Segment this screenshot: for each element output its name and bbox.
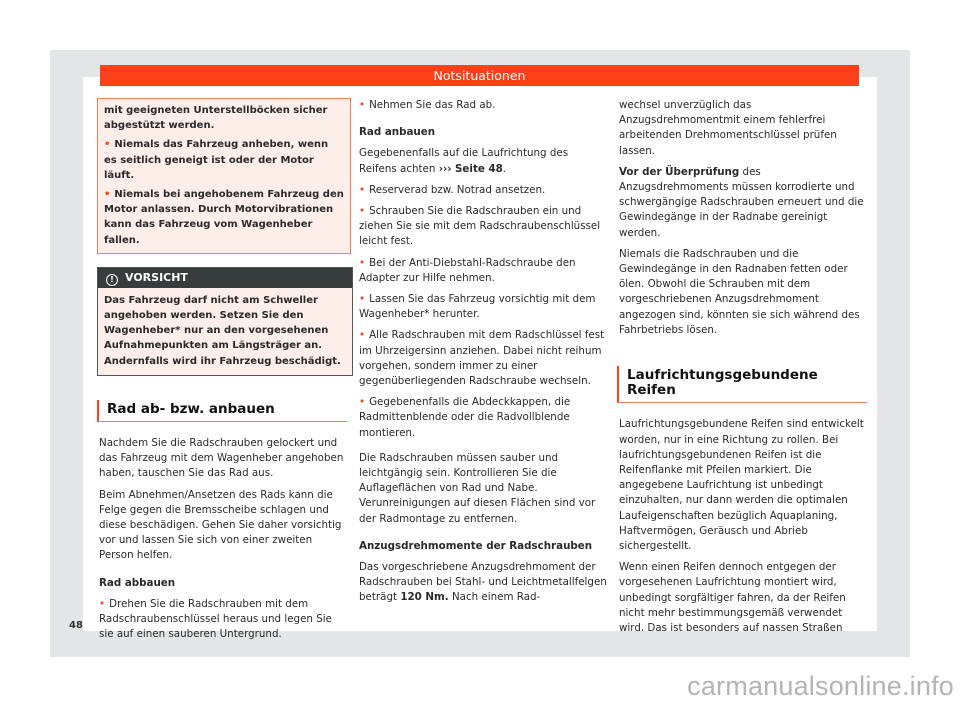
caution-header bbox=[98, 268, 352, 288]
paragraph: Wenn einen Reifen dennoch entgegen der vorgesehenen Laufrichtung montiert wird, unbedingt sorgfältiger fahren, da der Reifen nicht mehr bestimmungsgemäß verwendet wird. Das ist besonders auf nassen Straßen bbox=[619, 561, 846, 635]
watermark: carmanualsonline.info bbox=[687, 671, 954, 701]
warning-box bbox=[97, 98, 351, 254]
paragraph: Laufrichtungsgebundene Reifen sind entwickelt worden, nur in eine Richtung zu rollen. Bei laufrichtungsgebundenen Reifen ist die Reifenflanke mit Pfeilen markiert. Die angegebene Laufrichtung ist unbedingt einzuhalten, nur dann werden die optimalen Laufeigenschaften bezüglich Aquaplaning, Haftvermögen, Geräusch und Abrieb sichergestellt. bbox=[619, 418, 864, 553]
paragraph-text: Das vorgeschriebene Anzugsdrehmoment der Radschrauben bei Stahl- und Leichtmetallfelgen beträgt bbox=[359, 561, 607, 604]
warning-bullet: • Niemals bei angehobenem Fahrzeug den Motor anlassen. Durch Motorvibrationen kann das Fahrzeug vom Wagenheber fallen. bbox=[104, 187, 344, 248]
warning-bullet: • Niemals das Fahrzeug anheben, wenn es seitlich geneigt ist oder der Motor läuft. bbox=[104, 137, 344, 183]
subheading: Rad anbauen bbox=[359, 126, 436, 139]
paragraph: Beim Abnehmen/Ansetzen des Rads kann die Felge gegen die Bremsscheibe schlagen und diese beschädigen. Gehen Sie daher vorsichtig vor und lassen Sie sich von einer zweiten Person helfen. bbox=[99, 488, 342, 562]
paragraph: wechsel unverzüglich das Anzugsdrehmomentmit einem fehlerfrei arbeitenden Drehmomentschlüssel prüfen lassen. bbox=[619, 99, 837, 157]
torque-value: 120 Nm. bbox=[400, 591, 449, 604]
chapter-header: Notsituationen bbox=[100, 65, 859, 86]
column-1 bbox=[99, 98, 347, 648]
paragraph bbox=[619, 165, 867, 241]
section-title: Rad ab- bzw. anbauen bbox=[97, 400, 347, 422]
subheading: Rad abbauen bbox=[99, 576, 176, 589]
page-reference-link[interactable]: ››› Seite 48 bbox=[438, 162, 503, 175]
list-item: • Alle Radschrauben mit dem Radschlüssel fest im Uhrzeigersinn anziehen. Dabei nicht reihum vorgehen, sondern immer zu einer gegenüberliegenden Radschraube wechseln. bbox=[359, 328, 607, 389]
section-title: Laufrichtungsgebundene Reifen bbox=[617, 366, 867, 403]
paragraph bbox=[359, 146, 607, 176]
paragraph: Die Radschrauben müssen sauber und leichtgängig sein. Kontrollieren Sie die Auflageflächen von Rad und Nabe. Verunreinigungen auf diesen Flächen sind vor der Radmontage zu entfernen. bbox=[359, 451, 596, 525]
paragraph-end: . bbox=[502, 162, 507, 175]
paragraph-end: Nach einem Rad- bbox=[451, 591, 541, 604]
warning-line: mit geeigneten Unterstellböcken sicher abgestützt werden. bbox=[104, 105, 328, 132]
list-item: • Nehmen Sie das Rad ab. bbox=[359, 98, 607, 113]
paragraph bbox=[359, 560, 607, 606]
caution-text: Das Fahrzeug darf nicht am Schweller angehoben werden. Setzen Sie den Wagenheber* nur an den vorgesehenen Aufnahmepunkten am Längsträger an. Andernfalls wird ihr Fahrzeug beschädigt. bbox=[98, 288, 352, 375]
list-item: • Reserverad bzw. Notrad ansetzen. bbox=[359, 183, 607, 198]
paragraph: Niemals die Radschrauben und die Gewindegänge in den Radnaben fetten oder ölen. Obwohl die Schrauben mit dem vorgeschriebenen Anzugsdrehmoment angezogen sind, könnten sie sich während des Fahrbetriebs lösen. bbox=[619, 247, 860, 336]
page-number: 48 bbox=[69, 620, 83, 631]
list-item: • Lassen Sie das Fahrzeug vorsichtig mit dem Wagenheber* herunter. bbox=[359, 292, 607, 322]
caution-title: VORSICHT bbox=[125, 270, 188, 284]
paragraph-text: Gegebenenfalls auf die Laufrichtung des Reifens achten bbox=[359, 147, 569, 175]
list-item: • Drehen Sie die Radschrauben mit dem Radschraubenschlüssel heraus und legen Sie sie auf einen sauberen Untergrund. bbox=[99, 597, 347, 643]
list-item: • Gegebenenfalls die Abdeckkappen, die Radmittenblende oder die Radvollblende montieren. bbox=[359, 395, 607, 441]
column-3 bbox=[619, 98, 867, 642]
subheading: Anzugsdrehmomente der Radschrauben bbox=[359, 539, 593, 552]
list-item: • Bei der Anti-Diebstahl-Radschraube den Adapter zur Hilfe nehmen. bbox=[359, 256, 607, 286]
paragraph-text: des Anzugsdrehmoments müssen korrodierte und schwergängige Radschrauben erneuert und die Gewindegänge in der Radnabe gereinigt werden. bbox=[619, 165, 864, 239]
paragraph: Nachdem Sie die Radschrauben gelockert und das Fahrzeug mit dem Wagenheber angehoben haben, tauschen Sie das Rad aus. bbox=[99, 437, 344, 480]
column-2 bbox=[359, 98, 607, 612]
caution-box bbox=[97, 267, 353, 376]
exclamation-circle-icon: ! bbox=[106, 274, 118, 286]
list-item: • Schrauben Sie die Radschrauben ein und ziehen Sie sie mit dem Radschraubenschlüssel leicht fest. bbox=[359, 204, 607, 250]
bold-lead: Vor der Überprüfung bbox=[619, 165, 740, 178]
